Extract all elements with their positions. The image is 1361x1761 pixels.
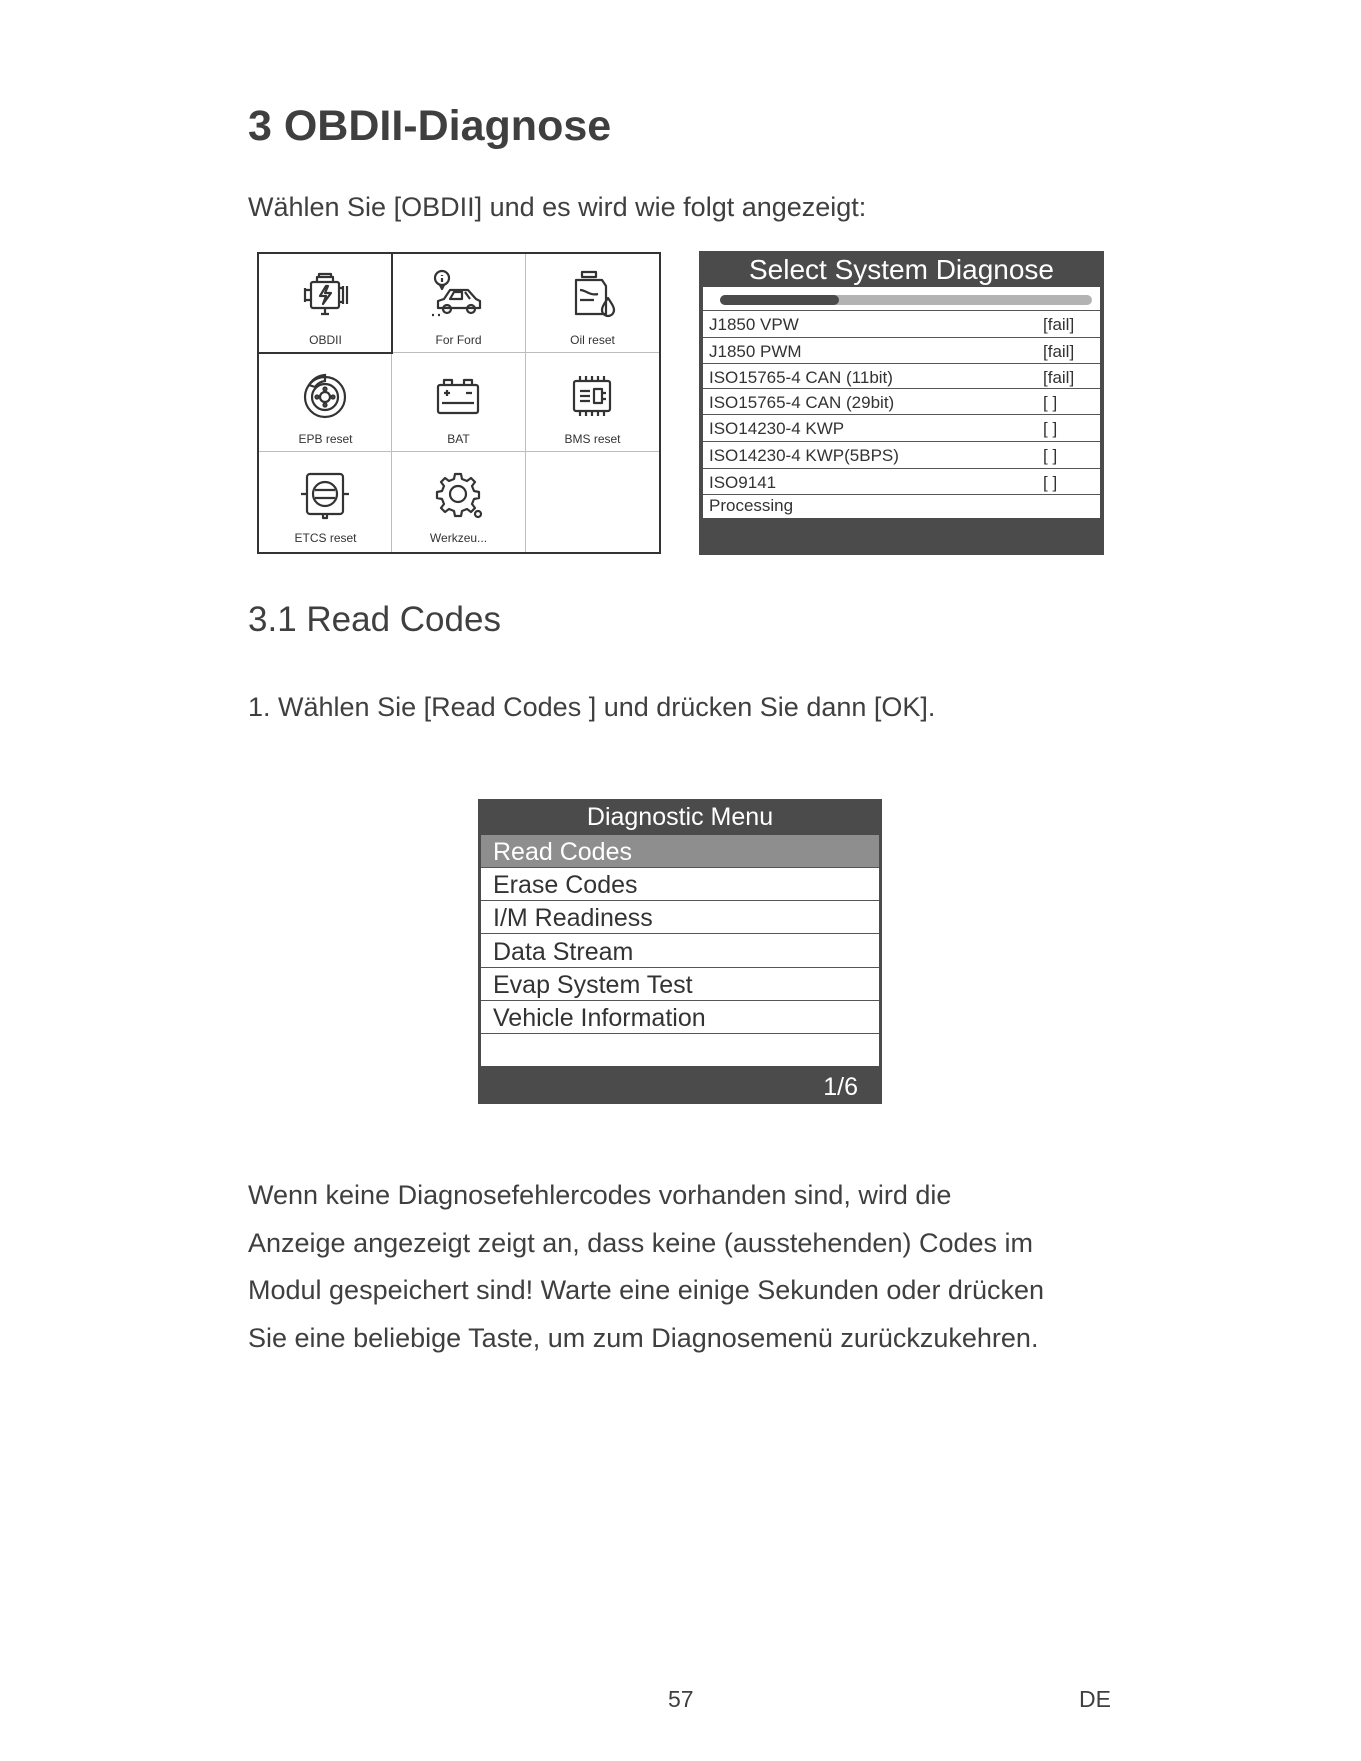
paragraph-line: Anzeige angezeigt zeigt an, dass keine (ausstehenden) Codes im xyxy=(248,1227,1033,1258)
section-heading: 3 OBDII-Diagnose xyxy=(248,102,612,150)
menu-item-evap-system-test[interactable]: Evap System Test xyxy=(481,968,879,1001)
status-line xyxy=(703,494,1100,519)
tile-for-ford[interactable] xyxy=(392,254,525,353)
tile-bat[interactable] xyxy=(392,353,525,452)
bms-chip-icon xyxy=(564,367,620,423)
protocol-row xyxy=(703,441,1100,468)
language-code: DE xyxy=(1079,1686,1111,1712)
step-instruction: 1. Wählen Sie [Read Codes ] und drücken Sie dann [OK]. xyxy=(248,692,936,722)
screen-title: Diagnostic Menu xyxy=(586,803,774,831)
gear-tool-icon xyxy=(430,466,486,522)
screen-title: Select System Diagnose xyxy=(748,254,1055,285)
progress-bar-fill xyxy=(720,295,839,305)
tile-label: Werkzeu... xyxy=(429,531,488,545)
select-system-screen xyxy=(699,251,1104,555)
protocol-list xyxy=(703,287,1100,518)
engine-icon xyxy=(297,268,353,324)
tile-label: BAT xyxy=(447,432,470,446)
tile-label: For Ford xyxy=(435,333,482,347)
tile-label: ETCS reset xyxy=(294,531,357,545)
menu-item-erase-codes[interactable]: Erase Codes xyxy=(481,868,879,901)
body-paragraph xyxy=(248,1172,1148,1362)
protocol-status: [fail] xyxy=(1043,368,1075,387)
intro-text: Wählen Sie [OBDII] und es wird wie folgt angezeigt: xyxy=(248,192,867,222)
protocol-row xyxy=(703,468,1100,495)
protocol-name: ISO14230-4 KWP(5BPS) xyxy=(709,446,899,465)
throttle-icon xyxy=(297,466,353,522)
tile-oil-reset[interactable] xyxy=(526,254,659,353)
paragraph-line: Wenn keine Diagnosefehlercodes vorhanden sind, wird die xyxy=(248,1180,952,1210)
protocol-name: ISO9141 xyxy=(709,473,777,492)
tile-label: EPB reset xyxy=(298,432,353,446)
protocol-status: [ ] xyxy=(1043,473,1058,492)
tile-label: OBDII xyxy=(309,333,342,347)
page-number: 57 xyxy=(668,1686,694,1712)
protocol-status: [fail] xyxy=(1043,342,1075,361)
tile-epb-reset[interactable] xyxy=(259,353,392,452)
protocol-status: [fail] xyxy=(1043,315,1075,334)
protocol-status: [ ] xyxy=(1043,446,1058,465)
menu-item-read-codes[interactable]: Read Codes xyxy=(481,835,879,868)
battery-icon xyxy=(430,367,486,423)
subsection-heading: 3.1 Read Codes xyxy=(248,600,501,639)
protocol-row xyxy=(703,337,1100,364)
tile-label: BMS reset xyxy=(564,432,621,446)
tile-etcs-reset[interactable] xyxy=(259,452,392,551)
protocol-name: ISO15765-4 CAN (29bit) xyxy=(709,393,895,412)
page-indicator: 1/6 xyxy=(823,1073,858,1101)
diagnostic-menu-screen xyxy=(478,799,882,1104)
menu-item-vehicle-information[interactable]: Vehicle Information xyxy=(481,1001,879,1034)
protocol-row xyxy=(703,388,1100,415)
oil-can-icon xyxy=(564,268,620,324)
menu-item-im-readiness[interactable]: I/M Readiness xyxy=(481,901,879,934)
protocol-row xyxy=(703,414,1100,441)
tile-bms-reset[interactable] xyxy=(526,353,659,452)
protocol-status: [ ] xyxy=(1043,419,1058,438)
protocol-name: ISO15765-4 CAN (11bit) xyxy=(709,368,893,387)
protocol-name: J1850 VPW xyxy=(709,315,799,334)
processing-status: Processing xyxy=(709,496,794,515)
tile-obdii[interactable] xyxy=(259,254,392,353)
protocol-status: [ ] xyxy=(1043,393,1058,412)
protocol-row xyxy=(703,363,1100,390)
car-info-icon xyxy=(430,268,486,324)
brake-disc-icon xyxy=(297,367,353,423)
menu-list xyxy=(481,835,879,1066)
tile-tools[interactable] xyxy=(392,452,525,551)
protocol-name: J1850 PWM xyxy=(709,342,802,361)
protocol-name: ISO14230-4 KWP xyxy=(709,419,845,438)
tile-label: Oil reset xyxy=(570,333,615,347)
progress-bar xyxy=(720,295,1092,305)
protocol-row xyxy=(703,310,1100,337)
main-menu-icon-grid xyxy=(257,252,661,554)
menu-item-data-stream[interactable]: Data Stream xyxy=(481,935,879,968)
paragraph-line: Sie eine beliebige Taste, um zum Diagnosemenü zurückzukehren. xyxy=(248,1322,1039,1353)
paragraph-line: Modul gespeichert sind! Warte eine einige Sekunden oder drücken xyxy=(248,1275,1044,1305)
